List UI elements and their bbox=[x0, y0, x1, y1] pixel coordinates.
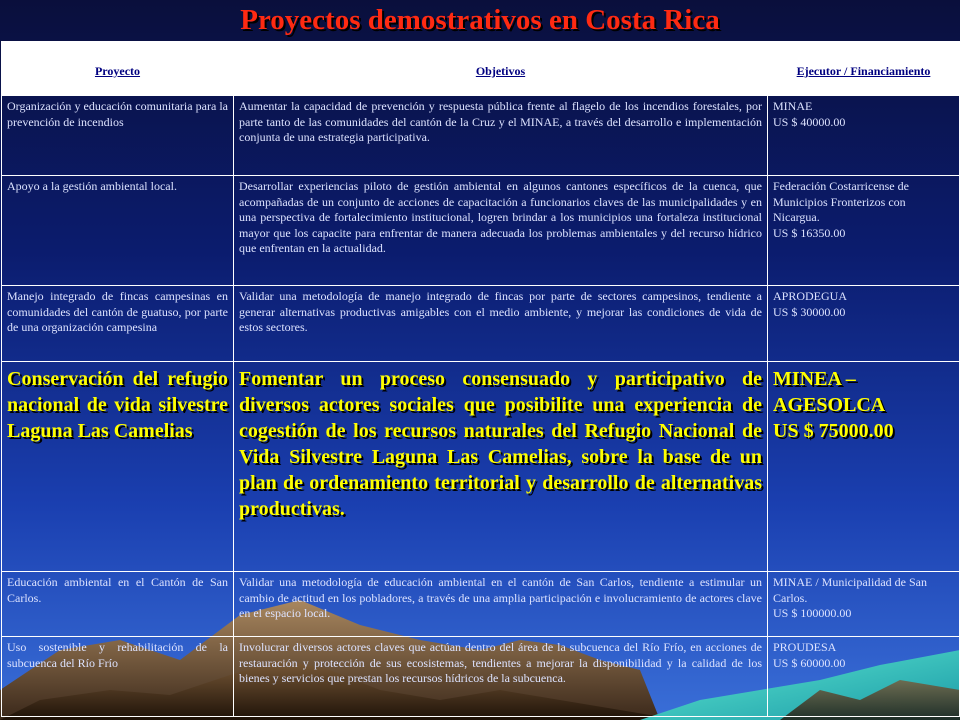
executor-cell: MINEA – AGESOLCA US $ 75000.00 bbox=[768, 362, 960, 572]
header-project: Proyecto bbox=[2, 42, 234, 96]
objectives-cell: Involucrar diversos actores claves que actúan dentro del área de la subcuenca del Río Frío, en acciones de restauración y protección de sus ecosistemas, tendientes a mejorar la disponibilidad y la calidad de los bienes y servicios que prestan los recursos hídricos de la subcuenca. bbox=[234, 637, 768, 717]
table-row bbox=[2, 176, 960, 286]
objectives-cell: Fomentar un proceso consensuado y participativo de diversos actores sociales que posibilite una experiencia de cogestión de los recursos naturales del Refugio Nacional de Vida Silvestre Laguna Las Camelias, sobre la base de un plan de ordenamiento territorial y desarrollo de alternativas productivas. bbox=[234, 362, 768, 572]
project-cell: Educación ambiental en el Cantón de San Carlos. bbox=[2, 572, 234, 637]
table-row bbox=[2, 96, 960, 176]
executor-cell: MINAE US $ 40000.00 bbox=[768, 96, 960, 176]
executor-cell: Federación Costarricense de Municipios Fronterizos con Nicargua. US $ 16350.00 bbox=[768, 176, 960, 286]
objectives-cell: Aumentar la capacidad de prevención y respuesta pública frente al flagelo de los incendios forestales, por parte tanto de las comunidades del cantón de la Cruz y el MINAE, a través del desarrollo e implementación conjunta de una estrategia participativa. bbox=[234, 96, 768, 176]
table-row bbox=[2, 637, 960, 717]
executor-cell: APRODEGUA US $ 30000.00 bbox=[768, 286, 960, 362]
project-cell: Organización y educación comunitaria para la prevención de incendios bbox=[2, 96, 234, 176]
project-cell: Apoyo a la gestión ambiental local. bbox=[2, 176, 234, 286]
objectives-cell: Validar una metodología de educación ambiental en el cantón de San Carlos, tendiente a estimular un cambio de actitud en los pobladores, a través de una amplia participación e involucramiento de actores clave en el espacio local. bbox=[234, 572, 768, 637]
table-row-highlighted bbox=[2, 362, 960, 572]
table-header-row bbox=[2, 42, 960, 96]
objectives-cell: Validar una metodología de manejo integrado de fincas por parte de sectores campesinos, tendiente a generar alternativas productivas amigables con el medio ambiente, y mejorar las condiciones de vida de estos sectores. bbox=[234, 286, 768, 362]
project-cell: Manejo integrado de fincas campesinas en comunidades del cantón de guatuso, por parte de una organización campesina bbox=[2, 286, 234, 362]
table-row bbox=[2, 572, 960, 637]
projects-table bbox=[1, 41, 960, 717]
table-row bbox=[2, 286, 960, 362]
objectives-cell: Desarrollar experiencias piloto de gestión ambiental en algunos cantones específicos de la cuenca, que acompañadas de un conjunto de acciones de capacitación a funcionarios claves de las municipalidades y en una perspectiva de fortalecimiento institucional, logren brindar a los municipios una fortaleza institucional mayor que los capacite para enfrentar de manera adecuada los problemas ambientales y del recurso hídrico que enfrentan en la actualidad. bbox=[234, 176, 768, 286]
header-objectives: Objetivos bbox=[234, 42, 768, 96]
project-cell: Conservación del refugio nacional de vida silvestre Laguna Las Camelias bbox=[2, 362, 234, 572]
executor-cell: MINAE / Municipalidad de San Carlos. US $ 100000.00 bbox=[768, 572, 960, 637]
page-title: Proyectos demostrativos en Costa Rica bbox=[240, 4, 720, 36]
executor-cell: PROUDESA US $ 60000.00 bbox=[768, 637, 960, 717]
project-cell: Uso sostenible y rehabilitación de la subcuenca del Río Frío bbox=[2, 637, 234, 717]
header-executor: Ejecutor / Financiamiento bbox=[768, 42, 960, 96]
